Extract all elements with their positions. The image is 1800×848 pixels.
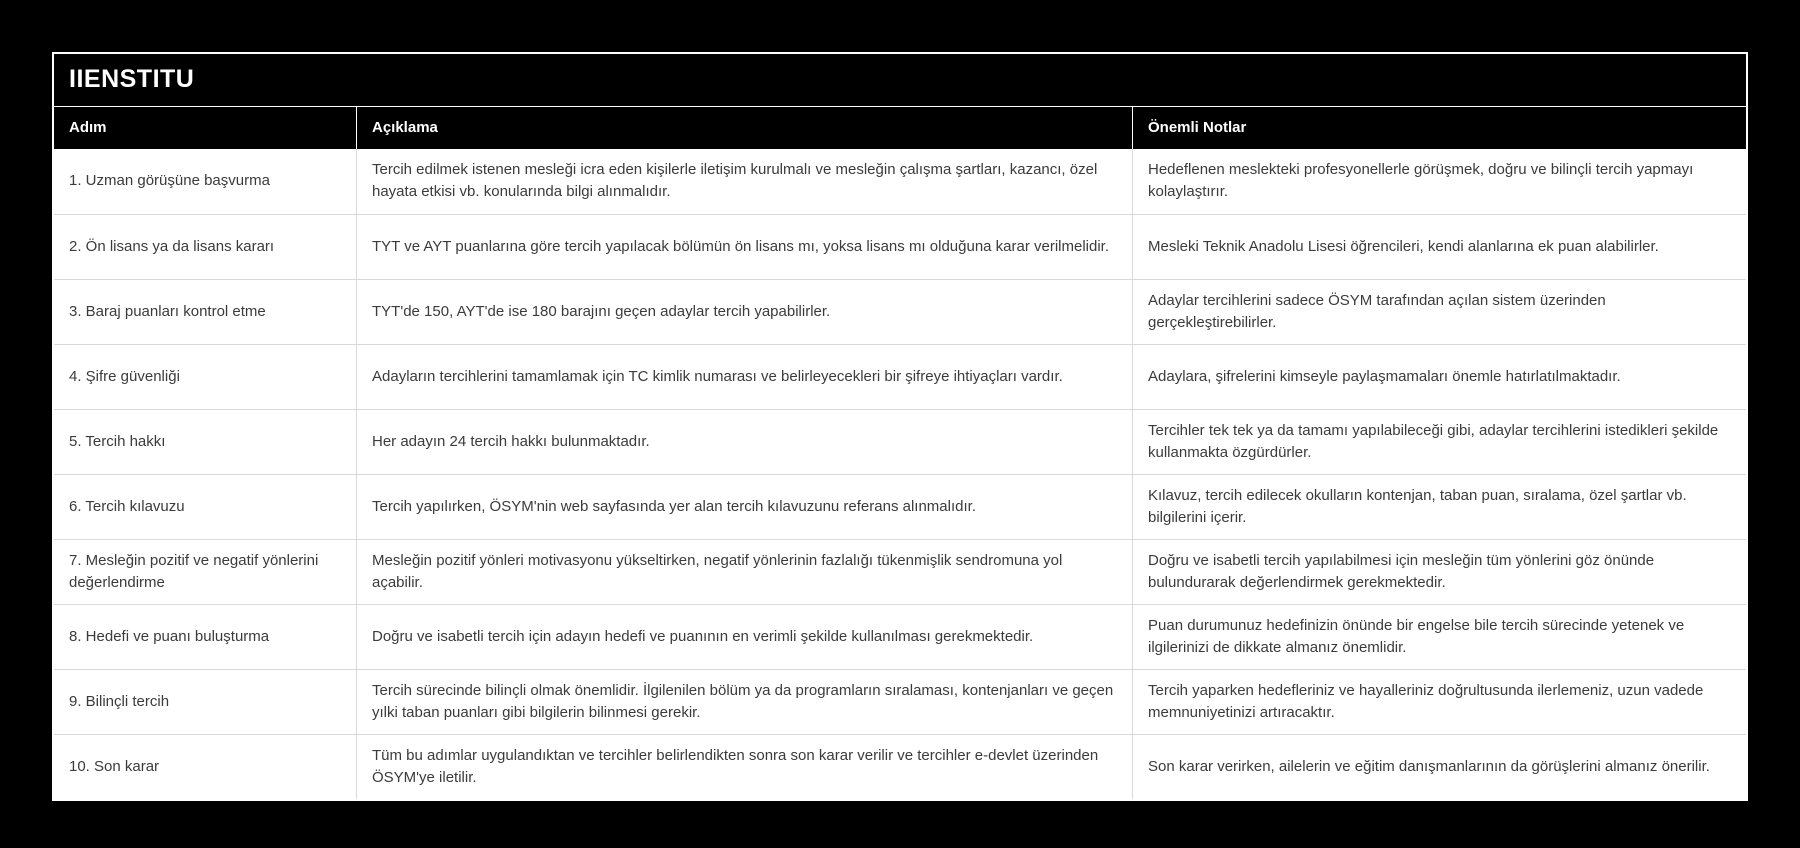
step-cell bbox=[54, 735, 357, 799]
notes-cell bbox=[1133, 149, 1746, 214]
step-label: 2. Ön lisans ya da lisans kararı bbox=[69, 237, 275, 255]
description-text: Tüm bu adımlar uygulandıktan ve tercihler belirlendikten sonra son karar verilir ve tercihler e-devlet üzerinden ÖSYM'ye iletilir. bbox=[372, 746, 1099, 786]
table-row bbox=[54, 539, 1746, 604]
table-row bbox=[54, 409, 1746, 474]
notes-cell bbox=[1133, 215, 1746, 279]
notes-text: Tercih yaparken hedefleriniz ve hayalleriniz doğrultusunda ilerlemeniz, uzun vadede memnuniyetinizi artıracaktır. bbox=[1148, 681, 1704, 721]
notes-cell bbox=[1133, 345, 1746, 409]
table-row bbox=[54, 344, 1746, 409]
step-label: 7. Mesleğin pozitif ve negatif yönlerini değerlendirme bbox=[69, 551, 319, 591]
step-label: 8. Hedefi ve puanı buluşturma bbox=[69, 627, 270, 645]
table-header-row bbox=[54, 107, 1746, 149]
step-cell bbox=[54, 149, 357, 214]
description-text: TYT ve AYT puanlarına göre tercih yapılacak bölümün ön lisans mı, yoksa lisans mı olduğuna karar verilmelidir. bbox=[372, 237, 1110, 255]
description-cell bbox=[357, 670, 1133, 734]
description-text: Her adayın 24 tercih hakkı bulunmaktadır. bbox=[372, 432, 650, 450]
notes-cell bbox=[1133, 475, 1746, 539]
notes-text: Tercihler tek tek ya da tamamı yapılabileceği gibi, adaylar tercihlerini istedikleri şekilde kullanmakta özgürdürler. bbox=[1148, 421, 1719, 461]
step-label: 9. Bilinçli tercih bbox=[69, 692, 170, 710]
description-cell bbox=[357, 215, 1133, 279]
table-row bbox=[54, 669, 1746, 734]
notes-text: Puan durumunuz hedefinizin önünde bir engelse bile tercih sürecinde yetenek ve ilgilerinizi de dikkate almanız önemlidir. bbox=[1148, 616, 1685, 656]
description-text: Tercih sürecinde bilinçli olmak önemlidir. İlgilenilen bölüm ya da programların sıralaması, kontenjanları ve geçen yılki taban puanları gibi bilgilerin bilinmesi gerekir. bbox=[372, 681, 1114, 721]
table-body bbox=[54, 149, 1746, 799]
description-cell bbox=[357, 540, 1133, 604]
step-label: 6. Tercih kılavuzu bbox=[69, 497, 185, 515]
description-cell bbox=[357, 735, 1133, 799]
notes-text: Kılavuz, tercih edilecek okulların kontenjan, taban puan, sıralama, özel şartlar vb. bilgilerini içerir. bbox=[1148, 486, 1687, 526]
notes-cell bbox=[1133, 605, 1746, 669]
description-cell bbox=[357, 280, 1133, 344]
step-cell bbox=[54, 475, 357, 539]
table-row bbox=[54, 279, 1746, 344]
description-text: TYT'de 150, AYT'de ise 180 barajını geçen adaylar tercih yapabilirler. bbox=[372, 302, 831, 320]
table-row bbox=[54, 149, 1746, 214]
description-text: Tercih yapılırken, ÖSYM'nin web sayfasında yer alan tercih kılavuzunu referans alınmalıdır. bbox=[372, 497, 976, 515]
description-cell bbox=[357, 345, 1133, 409]
step-cell bbox=[54, 280, 357, 344]
notes-cell bbox=[1133, 670, 1746, 734]
notes-text: Doğru ve isabetli tercih yapılabilmesi için mesleğin tüm yönlerini göz önünde bulundurarak değerlendirmek gerekmektedir. bbox=[1148, 551, 1655, 591]
notes-cell bbox=[1133, 735, 1746, 799]
step-cell bbox=[54, 540, 357, 604]
step-cell bbox=[54, 670, 357, 734]
step-label: 3. Baraj puanları kontrol etme bbox=[69, 302, 266, 320]
table-row bbox=[54, 474, 1746, 539]
notes-text: Adaylar tercihlerini sadece ÖSYM tarafından açılan sistem üzerinden gerçekleştirebilirler. bbox=[1148, 291, 1606, 331]
step-label: 10. Son karar bbox=[69, 757, 160, 775]
column-header-notes: Önemli Notlar bbox=[1148, 119, 1247, 136]
table-row bbox=[54, 214, 1746, 279]
column-header-step: Adım bbox=[54, 107, 357, 149]
step-label: 1. Uzman görüşüne başvurma bbox=[69, 172, 270, 190]
table-title: IIENSTITU bbox=[54, 54, 1746, 107]
table-row bbox=[54, 604, 1746, 669]
description-text: Doğru ve isabetli tercih için adayın hedefi ve puanının en verimli şekilde kullanılması gerekmektedir. bbox=[372, 627, 1034, 645]
description-cell bbox=[357, 410, 1133, 474]
column-header-description: Açıklama bbox=[357, 107, 1133, 149]
step-label: 5. Tercih hakkı bbox=[69, 432, 166, 450]
description-text: Adayların tercihlerini tamamlamak için TC kimlik numarası ve belirleyecekleri bir şifreye ihtiyaçları vardır. bbox=[372, 367, 1063, 385]
step-cell bbox=[54, 410, 357, 474]
step-cell bbox=[54, 605, 357, 669]
description-cell bbox=[357, 149, 1133, 214]
table-row bbox=[54, 734, 1746, 799]
description-cell bbox=[357, 605, 1133, 669]
step-label: 4. Şifre güvenliği bbox=[69, 367, 180, 385]
description-text: Mesleğin pozitif yönleri motivasyonu yükseltirken, negatif yönlerinin fazlalığı tükenmişlik sendromuna yol açabilir. bbox=[372, 551, 1063, 591]
description-cell bbox=[357, 475, 1133, 539]
notes-cell bbox=[1133, 410, 1746, 474]
step-cell bbox=[54, 345, 357, 409]
notes-cell bbox=[1133, 540, 1746, 604]
notes-text: Mesleki Teknik Anadolu Lisesi öğrencileri, kendi alanlarına ek puan alabilirler. bbox=[1148, 237, 1659, 255]
data-table bbox=[52, 52, 1748, 801]
notes-text: Son karar verirken, ailelerin ve eğitim danışmanlarının da görüşlerini almanız önerilir. bbox=[1148, 757, 1710, 775]
notes-text: Adaylara, şifrelerini kimseyle paylaşmamaları önemle hatırlatılmaktadır. bbox=[1148, 367, 1621, 385]
step-cell bbox=[54, 215, 357, 279]
notes-text: Hedeflenen meslekteki profesyonellerle görüşmek, doğru ve bilinçli tercih yapmayı kolaylaştırır. bbox=[1148, 161, 1694, 200]
description-text: Tercih edilmek istenen mesleği icra eden kişilerle iletişim kurulmalı ve mesleğin çalışma şartları, kazancı, özel hayata etkisi vb. konularında bilgi alınmalıdır. bbox=[372, 161, 1098, 200]
notes-cell bbox=[1133, 280, 1746, 344]
